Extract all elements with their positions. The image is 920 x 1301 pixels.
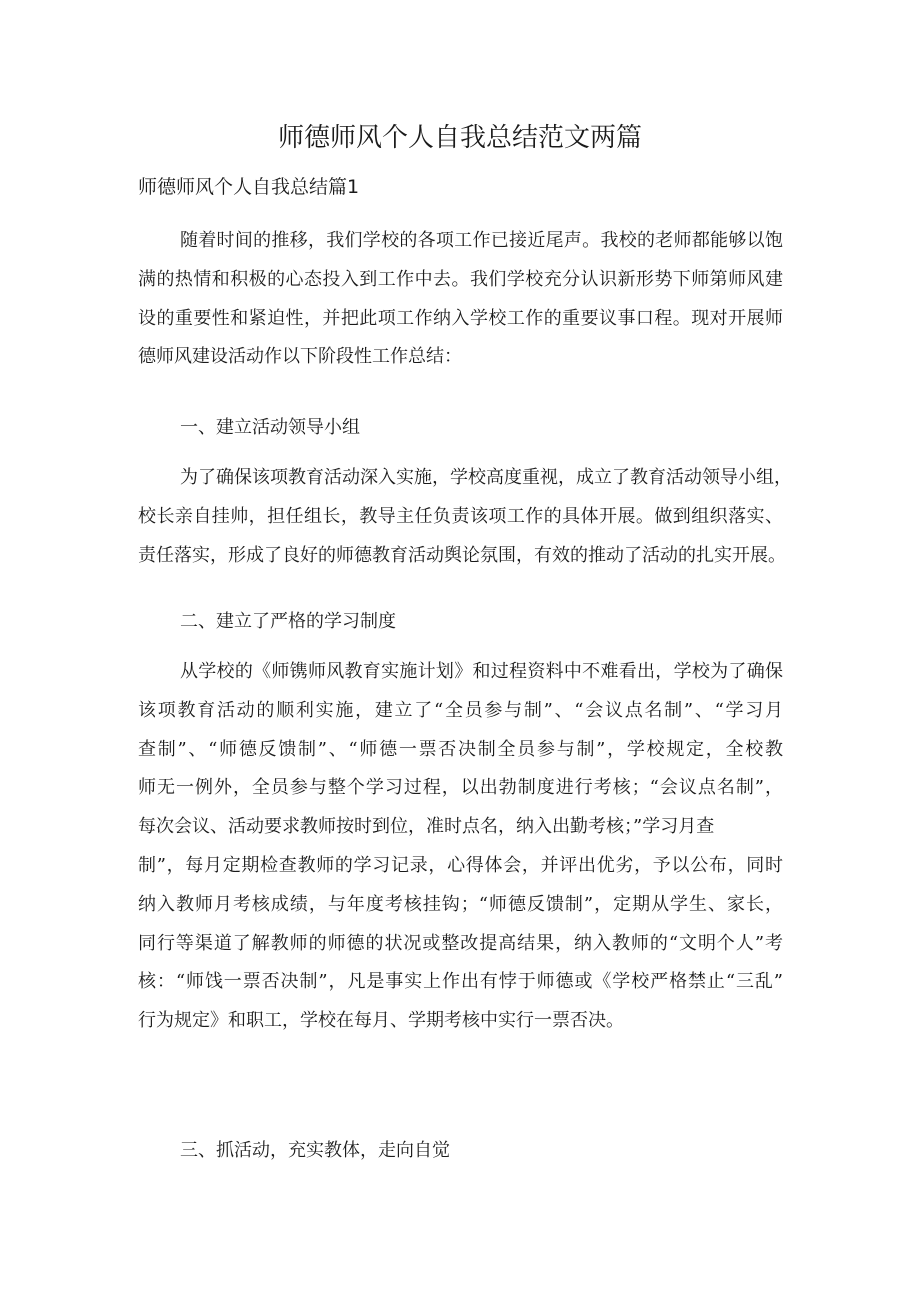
subheading-one	[138, 409, 783, 448]
text-line: 同行等渠道了解教师的师德的状况或整改提高结果，纳入教师的“文明个人”考	[138, 932, 783, 954]
text-line: 每次会议、活动要求教师按时到位，准时点名，纳入出勤考核；”学习月查	[138, 816, 715, 838]
text-line: 责任落实，形成了良好的师德教育活动舆论氛围，有效的推动了活动的扎实开展。	[138, 544, 786, 566]
text-line: 三、抓活动，充实教体，走向自觉	[180, 1140, 450, 1161]
section-heading: 师德师风个人自我总结篇1	[138, 176, 360, 198]
text-line: 纳入教师月考核成绩，与年度考核挂钩；“师德反馈制”，定期从学生、家长，	[138, 893, 783, 915]
text-line: 为了确保该项教育活动深入实施，学校高度重视，成立了教育活动领导小组，	[180, 467, 792, 488]
document-title: 师德师风个人自我总结范文两篇	[277, 123, 642, 153]
text-line: 行为规定》和职工，学校在每月、学期考核中实行一票否决。	[138, 1010, 624, 1032]
paragraph-intro	[138, 222, 783, 377]
text-line: 制”，每月定期检查教师的学习记录，心得体会，并评出优劣，予以公布，同时	[138, 854, 783, 876]
text-line: 德师风建设活动作以下阶段性工作总结：	[138, 346, 462, 368]
text-line: 核：“师饯一票否决制”，凡是事实上作出有悖于师德或《学校严格禁止“三乱”	[138, 971, 783, 993]
text-line: 二、建立了严格的学习制度	[180, 611, 396, 632]
text-line: 查制”、“师德反馈制”、“师德一票否决制全员参与制”，学校规定，全校教	[138, 738, 783, 760]
subheading-three	[138, 1132, 783, 1171]
text-line: 从学校的《师镌师风教育实施计划》和过程资料中不难看出，学校为了确保	[180, 661, 783, 682]
paragraph-leadership	[138, 459, 792, 575]
text-line: 校长亲自挂帅，担任组长，教导主任负责该项工作的具体开展。做到组织落实、	[138, 505, 783, 527]
text-line: 师无一例外，全员参与整个学习过程，以出勃制度进行考核；“会议点名制”，	[138, 777, 783, 799]
text-line: 该项教育活动的顺利实施，建立了“全员参与制”、“会议点名制”、“学习月	[138, 699, 783, 721]
text-line: 设的重要性和紧迫性，并把此项工作纳入学校工作的重要议事口程。现对开展师	[138, 307, 783, 329]
subheading-two	[138, 603, 783, 642]
text-line: 随着时间的推移，我们学校的各项工作已接近尾声。我校的老师都能够以饱	[180, 230, 783, 251]
paragraph-study-system	[138, 653, 783, 1041]
text-line: 满的热情和积极的心态投入到工作中去。我们学校充分认识新形势下师第师风建	[138, 268, 783, 290]
text-line: 一、建立活动领导小组	[180, 417, 360, 438]
